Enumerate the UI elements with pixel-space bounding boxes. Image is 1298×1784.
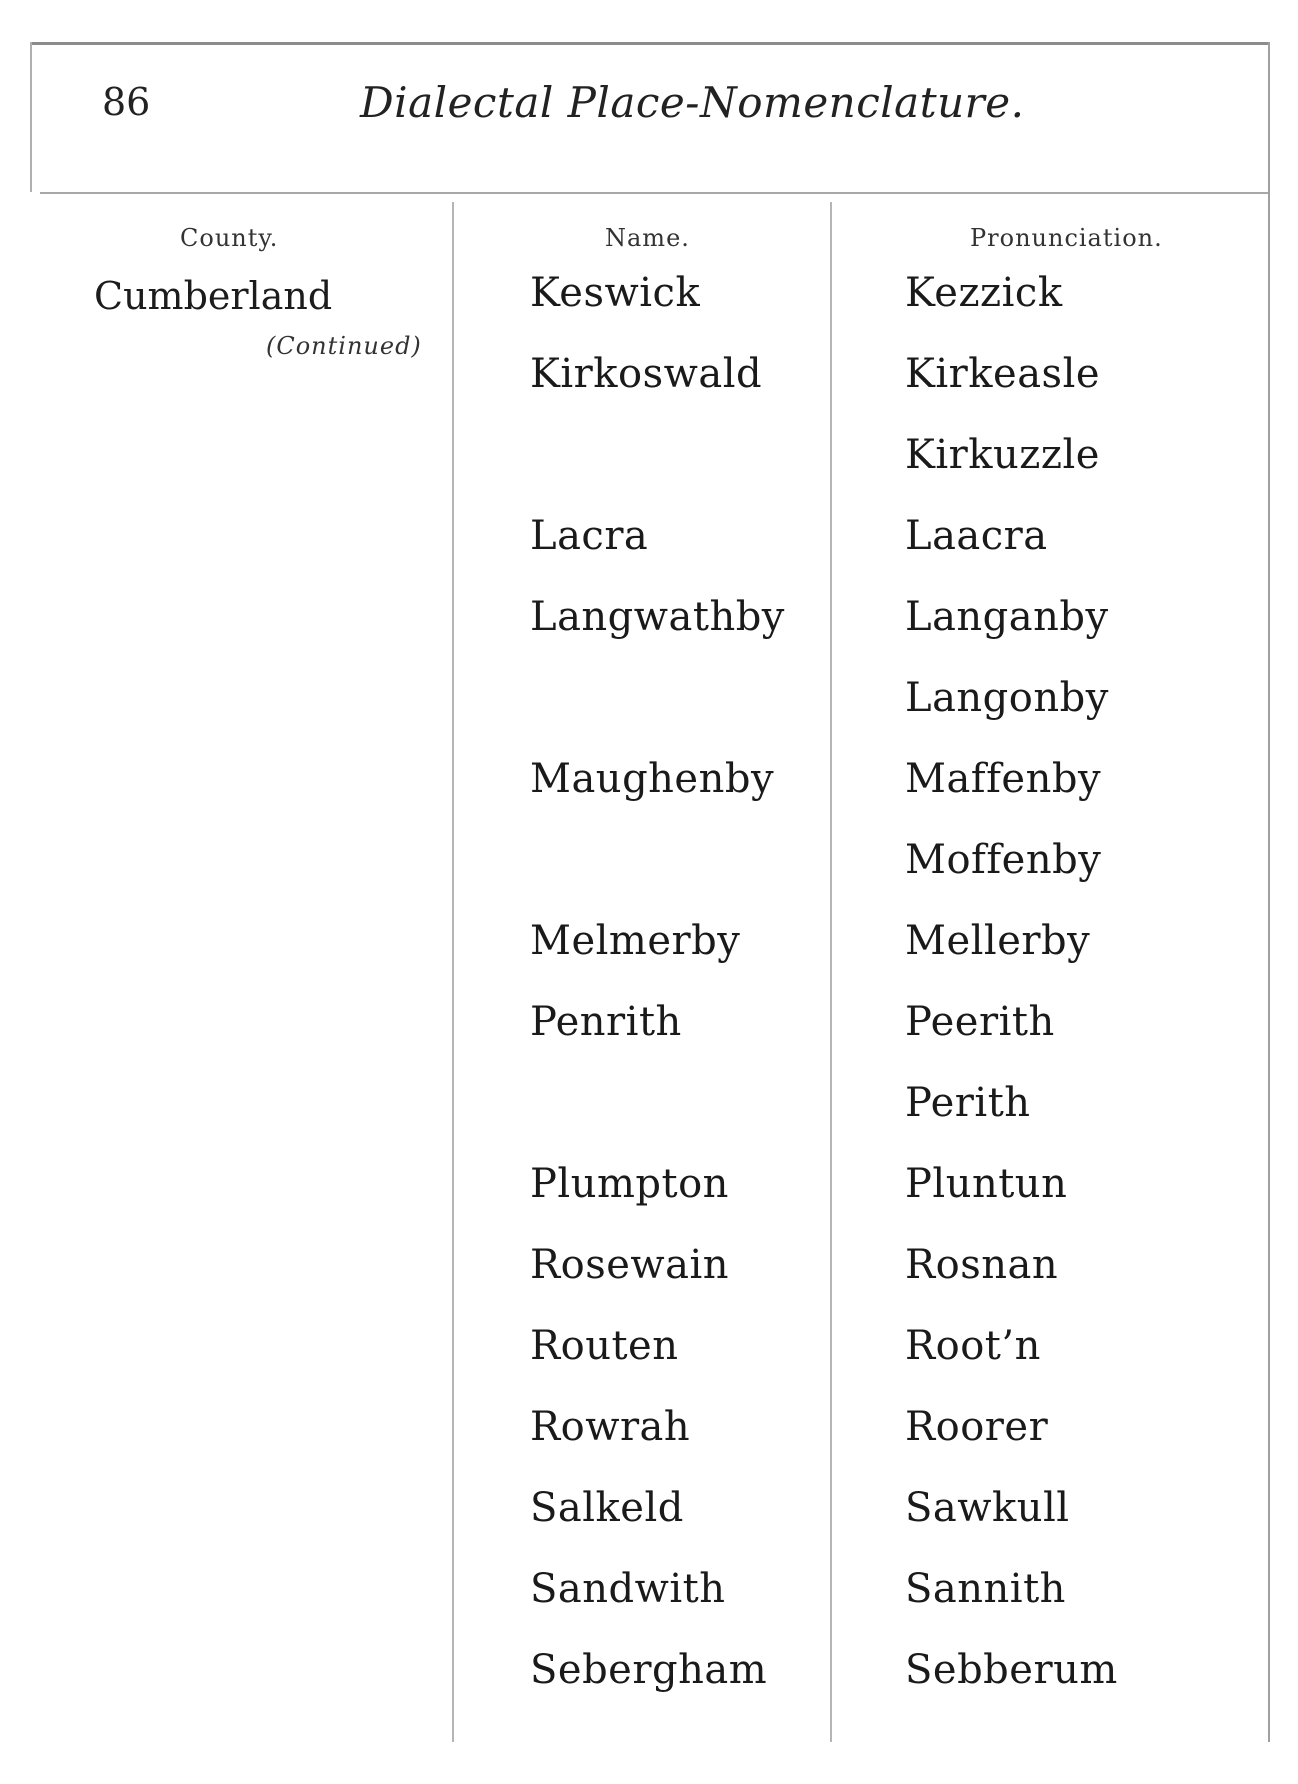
- table-row: [30, 594, 1270, 675]
- pronunciation: Sebberum: [905, 1647, 1118, 1693]
- pronunciation: Peerith: [905, 999, 1055, 1045]
- county-name: Cumberland: [94, 274, 333, 318]
- top-rule: [30, 42, 1270, 45]
- running-title: Dialectal Place-Nomenclature.: [360, 78, 1025, 127]
- table-row: [30, 1323, 1270, 1404]
- table-row: [30, 351, 1270, 432]
- table-row: [30, 999, 1270, 1080]
- pronunciation: Mellerby: [905, 918, 1091, 964]
- page-number: 86: [102, 80, 151, 124]
- place-name: Plumpton: [530, 1161, 729, 1207]
- table-row: [30, 1080, 1270, 1161]
- table-row: [30, 432, 1270, 513]
- place-name: Maughenby: [530, 756, 775, 802]
- column-header-county: County.: [180, 224, 279, 252]
- table-row: [30, 918, 1270, 999]
- pronunciation: Kezzick: [905, 270, 1063, 316]
- place-name: Sandwith: [530, 1566, 726, 1612]
- place-name: Rowrah: [530, 1404, 691, 1450]
- place-name: Routen: [530, 1323, 679, 1369]
- place-name: Melmerby: [530, 918, 741, 964]
- place-name: Salkeld: [530, 1485, 684, 1531]
- table-row: [30, 675, 1270, 756]
- pronunciation: Kirkeasle: [905, 351, 1101, 397]
- place-name: Penrith: [530, 999, 682, 1045]
- pronunciation: Sannith: [905, 1566, 1066, 1612]
- pronunciation: Laacra: [905, 513, 1048, 559]
- pronunciation: Pluntun: [905, 1161, 1068, 1207]
- entries-table: [30, 270, 1270, 1728]
- table-row: [30, 1485, 1270, 1566]
- place-name: Keswick: [530, 270, 701, 316]
- county-continued-note: (Continued): [266, 332, 422, 360]
- header-left-edge: [30, 42, 32, 192]
- table-row: [30, 756, 1270, 837]
- table-row: [30, 1647, 1270, 1728]
- table-row: [30, 837, 1270, 918]
- table-row: [30, 270, 1270, 351]
- place-name: Rosewain: [530, 1242, 730, 1288]
- place-name: Lacra: [530, 513, 649, 559]
- pronunciation: Maffenby: [905, 756, 1102, 802]
- column-header-pronunciation: Pronunciation.: [970, 224, 1163, 252]
- pronunciation: Moffenby: [905, 837, 1102, 883]
- pronunciation: Sawkull: [905, 1485, 1070, 1531]
- page-frame: [30, 42, 1270, 1742]
- table-row: [30, 1161, 1270, 1242]
- pronunciation: Kirkuzzle: [905, 432, 1100, 478]
- place-name: Sebergham: [530, 1647, 768, 1693]
- pronunciation: Root’n: [905, 1323, 1041, 1369]
- pronunciation: Rosnan: [905, 1242, 1059, 1288]
- pronunciation: Langonby: [905, 675, 1109, 721]
- pronunciation: Langanby: [905, 594, 1109, 640]
- table-row: [30, 513, 1270, 594]
- pronunciation: Roorer: [905, 1404, 1049, 1450]
- table-row: [30, 1242, 1270, 1323]
- table-row: [30, 1566, 1270, 1647]
- place-name: Langwathby: [530, 594, 785, 640]
- column-header-name: Name.: [605, 224, 690, 252]
- table-row: [30, 1404, 1270, 1485]
- header-rule: [40, 192, 1270, 194]
- pronunciation: Perith: [905, 1080, 1031, 1126]
- place-name: Kirkoswald: [530, 351, 763, 397]
